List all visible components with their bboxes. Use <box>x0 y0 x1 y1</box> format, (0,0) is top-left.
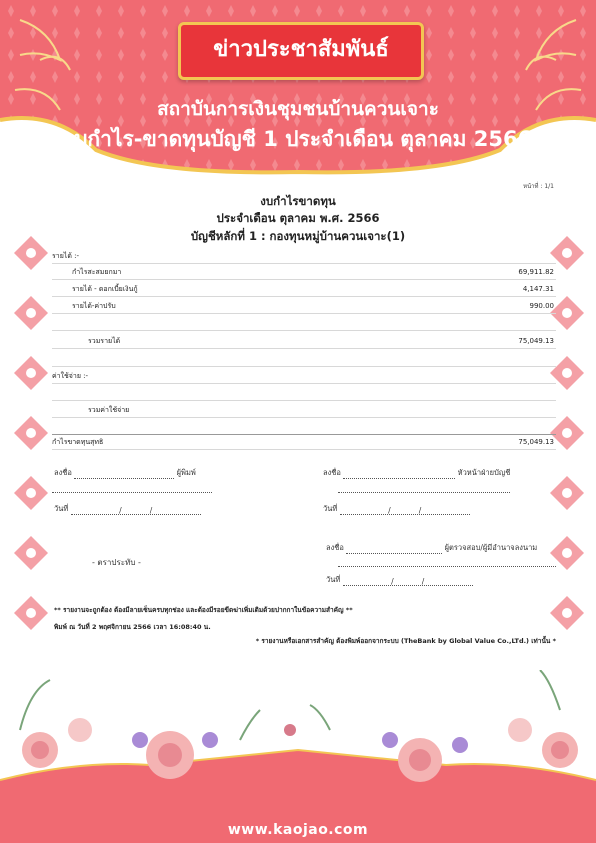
head-signature <box>323 467 510 479</box>
income-header-row <box>52 249 556 264</box>
floral-footer <box>0 670 596 843</box>
date-slash: / <box>119 506 122 515</box>
income-total-value: 75,049.13 <box>518 337 554 345</box>
printed-timestamp: พิมพ์ ณ วันที่ 2 พฤศจิกายน 2566 เวลา 16:08:40 น. <box>54 623 211 631</box>
income-row <box>52 282 556 297</box>
date-slash: / <box>388 506 391 515</box>
report-title: งบกำไรขาดทุน <box>260 194 336 208</box>
net-value: 75,049.13 <box>518 438 554 446</box>
header-subtitle: งบกำไร-ขาดทุนบัญชี 1 ประจำเดือน ตุลาคม 2566 <box>63 127 533 151</box>
date-slash: / <box>149 506 153 515</box>
sign-label: ลงชื่อ <box>326 543 344 552</box>
income-label: รายได้ - ดอกเบี้ยเงินกู้ <box>72 285 138 293</box>
head-role: หัวหน้าฝ่ายบัญชี <box>457 468 511 477</box>
signature-note: ** รายงานจะถูกต้อง ต้องมีลายเซ็นครบทุกช่อง และต้องมีรอยขีดฆ่าเพิ่มเติมด้วยปากกาในข้อความสำคัญ ** <box>54 606 353 614</box>
date-slash: / <box>421 577 425 586</box>
footer-url[interactable]: www.kaojao.com <box>227 822 369 838</box>
printer-signature <box>54 467 196 479</box>
system-note: * รายงานหรือเอกสารสำคัญ ต้องพิมพ์ออกจากระบบ (TheBank by Global Value Co.,LTd.) เท่านั้น * <box>255 637 556 645</box>
page-number: หน้าที่ : 1/1 <box>523 183 554 190</box>
blank-row <box>52 316 556 331</box>
income-total-label: รวมรายได้ <box>88 337 121 345</box>
expense-total-label: รวมค่าใช้จ่าย <box>88 406 130 414</box>
auditor-signature <box>326 542 537 554</box>
income-label: รายได้-ค่าปรับ <box>72 302 116 310</box>
income-row <box>52 299 556 314</box>
name-line[interactable] <box>338 566 556 567</box>
date-label: วันที่ <box>323 504 338 513</box>
net-label: กำไรขาดทุนสุทธิ <box>52 438 104 446</box>
expense-total-row <box>52 403 556 418</box>
date-line[interactable] <box>340 506 470 515</box>
signature-line[interactable] <box>343 470 455 479</box>
printer-role: ผู้พิมพ์ <box>176 468 196 477</box>
blank-row <box>52 386 556 401</box>
sign-label: ลงชื่อ <box>323 468 341 477</box>
announcement-badge: ข่าวประชาสัมพันธ์ <box>178 22 424 80</box>
expense-header: ค่าใช้จ่าย :- <box>52 372 89 380</box>
left-border-ornament <box>14 236 48 636</box>
auditor-role: ผู้ตรวจสอบ/ผู้มีอำนาจลงนาม <box>444 543 538 552</box>
date-slash: / <box>418 506 422 515</box>
income-label: กำไรสะสมยกมา <box>72 268 122 276</box>
expense-header-row <box>52 369 556 384</box>
date-line[interactable] <box>71 506 201 515</box>
income-value: 69,911.82 <box>518 268 554 276</box>
name-line[interactable] <box>338 492 510 493</box>
sign-label: ลงชื่อ <box>54 468 72 477</box>
report-period: ประจำเดือน ตุลาคม พ.ศ. 2566 <box>216 211 380 225</box>
printer-date <box>54 503 201 515</box>
date-slash: / <box>391 577 394 586</box>
report-account: บัญชีหลักที่ 1 : กองทุนหมู่บ้านควนเจาะ(1) <box>190 229 406 243</box>
income-value: 4,147.31 <box>522 285 554 293</box>
date-line[interactable] <box>343 577 473 586</box>
signature-line[interactable] <box>74 470 174 479</box>
income-total-row <box>52 334 556 349</box>
head-date <box>323 503 470 515</box>
net-row <box>52 434 556 450</box>
signature-line[interactable] <box>346 545 442 554</box>
income-value: 990.00 <box>529 302 554 310</box>
stamp-placeholder: - ตราประทับ - <box>92 558 141 567</box>
income-row <box>52 265 556 280</box>
blank-row <box>52 352 556 367</box>
auditor-date <box>326 574 473 586</box>
date-label: วันที่ <box>326 575 341 584</box>
income-header: รายได้ :- <box>52 252 79 260</box>
name-line[interactable] <box>52 492 212 493</box>
blank-row <box>52 420 556 435</box>
organization-name: สถาบันการเงินชุมชนบ้านควนเจาะ <box>157 98 439 120</box>
date-label: วันที่ <box>54 504 69 513</box>
